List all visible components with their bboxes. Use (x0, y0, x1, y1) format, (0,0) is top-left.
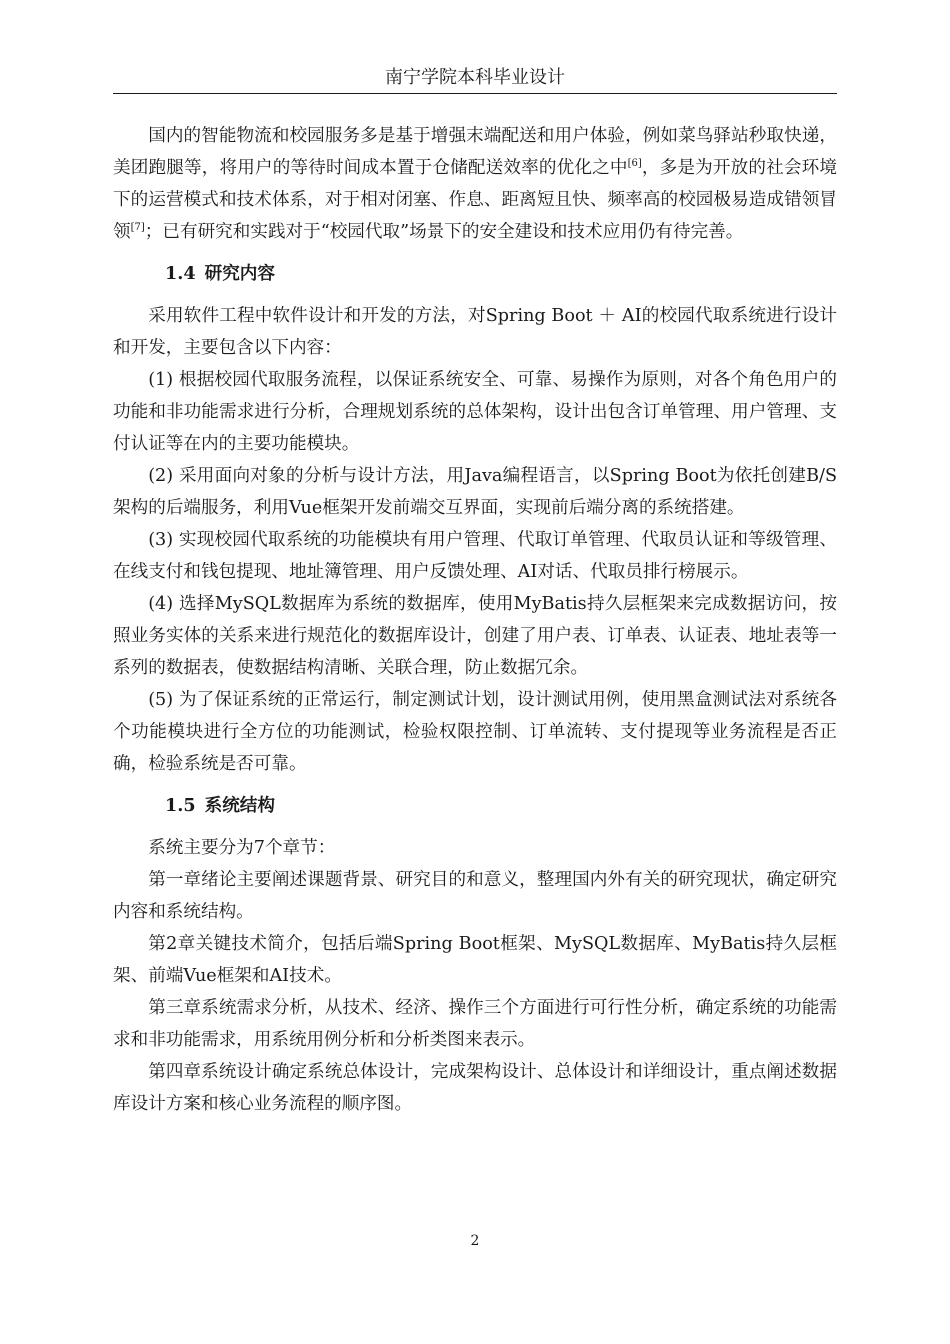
list-item-4: (4) 选择MySQL数据库为系统的数据库，使用MyBatis持久层框架来完成数据访问，按照业务实体的关系来进行规范化的数据库设计，创建了用户表、订单表、认证表、地址表等一系列的数据表，使数据结构清晰、关联合理，防止数据冗余。 (113, 594, 837, 678)
list-item-1: (1) 根据校园代取服务流程，以保证系统安全、可靠、易操作为原则，对各个角色用户的功能和非功能需求进行分析，合理规划系统的总体架构，设计出包含订单管理、用户管理、支付认证等在内的主要功能模块。 (113, 370, 837, 454)
section-number: 1.5 (165, 795, 196, 816)
page-content (113, 120, 837, 1120)
paragraph-chapter-count: 系统主要分为7个章节： (148, 838, 336, 858)
paragraph-chapter-1: 第一章绪论主要阐述课题背景、研究目的和意义，整理国内外有关的研究现状，确定研究内容和系统结构。 (113, 870, 837, 922)
section-heading-1-4 (113, 258, 837, 290)
section-number: 1.4 (165, 263, 196, 284)
paragraph-text: ，多是为开放的社会环境下的运营模式和技术体系，对于相对闭塞、作息、距离短且快、频率高的校园极易造成错领冒领 (113, 158, 837, 242)
list-item-5: (5) 为了保证系统的正常运行，制定测试计划，设计测试用例，使用黑盒测试法对系统各个功能模块进行全方位的功能测试，检验权限控制、订单流转、支付提现等业务流程是否正确，检验系统是否可靠。 (113, 690, 837, 774)
citation-7[interactable]: [7] (130, 222, 145, 233)
section-title: 系统结构 (204, 795, 275, 816)
citation-6[interactable]: [6] (627, 158, 642, 169)
section-heading-1-5 (113, 790, 837, 822)
section-title: 研究内容 (204, 263, 275, 284)
paragraph-domestic-research (113, 120, 837, 248)
page-header: 南宁学院本科毕业设计 (385, 67, 565, 88)
page-number: 2 (470, 1233, 480, 1249)
paragraph-text: 国内的智能物流和校园服务多是基于增强末端配送和用户体验，例如菜鸟驿站秒取快递，美团跑腿等，将用户的等待时间成本置于仓储配送效率的优化之中 (113, 126, 837, 178)
paragraph-chapter-4: 第四章系统设计确定系统总体设计，完成架构设计、总体设计和详细设计，重点阐述数据库设计方案和核心业务流程的顺序图。 (113, 1062, 837, 1114)
paragraph-research-intro: 采用软件工程中软件设计和开发的方法，对Spring Boot ＋ AI的校园代取系统进行设计和开发，主要包含以下内容： (113, 306, 837, 358)
header-rule (113, 93, 837, 94)
list-item-3: (3) 实现校园代取系统的功能模块有用户管理、代取订单管理、代取员认证和等级管理、在线支付和钱包提现、地址簿管理、用户反馈处理、AI对话、代取员排行榜展示。 (113, 530, 837, 582)
paragraph-text: ；已有研究和实践对于“校园代取”场景下的安全建设和技术应用仍有待完善。 (144, 222, 744, 242)
list-item-2: (2) 采用面向对象的分析与设计方法，用Java编程语言，以Spring Boot为依托创建B/S架构的后端服务，利用Vue框架开发前端交互界面，实现前后端分离的系统搭建。 (113, 466, 837, 518)
paragraph-chapter-2: 第2章关键技术简介，包括后端Spring Boot框架、MySQL数据库、MyBatis持久层框架、前端Vue框架和AI技术。 (113, 934, 837, 986)
paragraph-chapter-3: 第三章系统需求分析，从技术、经济、操作三个方面进行可行性分析，确定系统的功能需求和非功能需求，用系统用例分析和分析类图来表示。 (113, 998, 837, 1050)
